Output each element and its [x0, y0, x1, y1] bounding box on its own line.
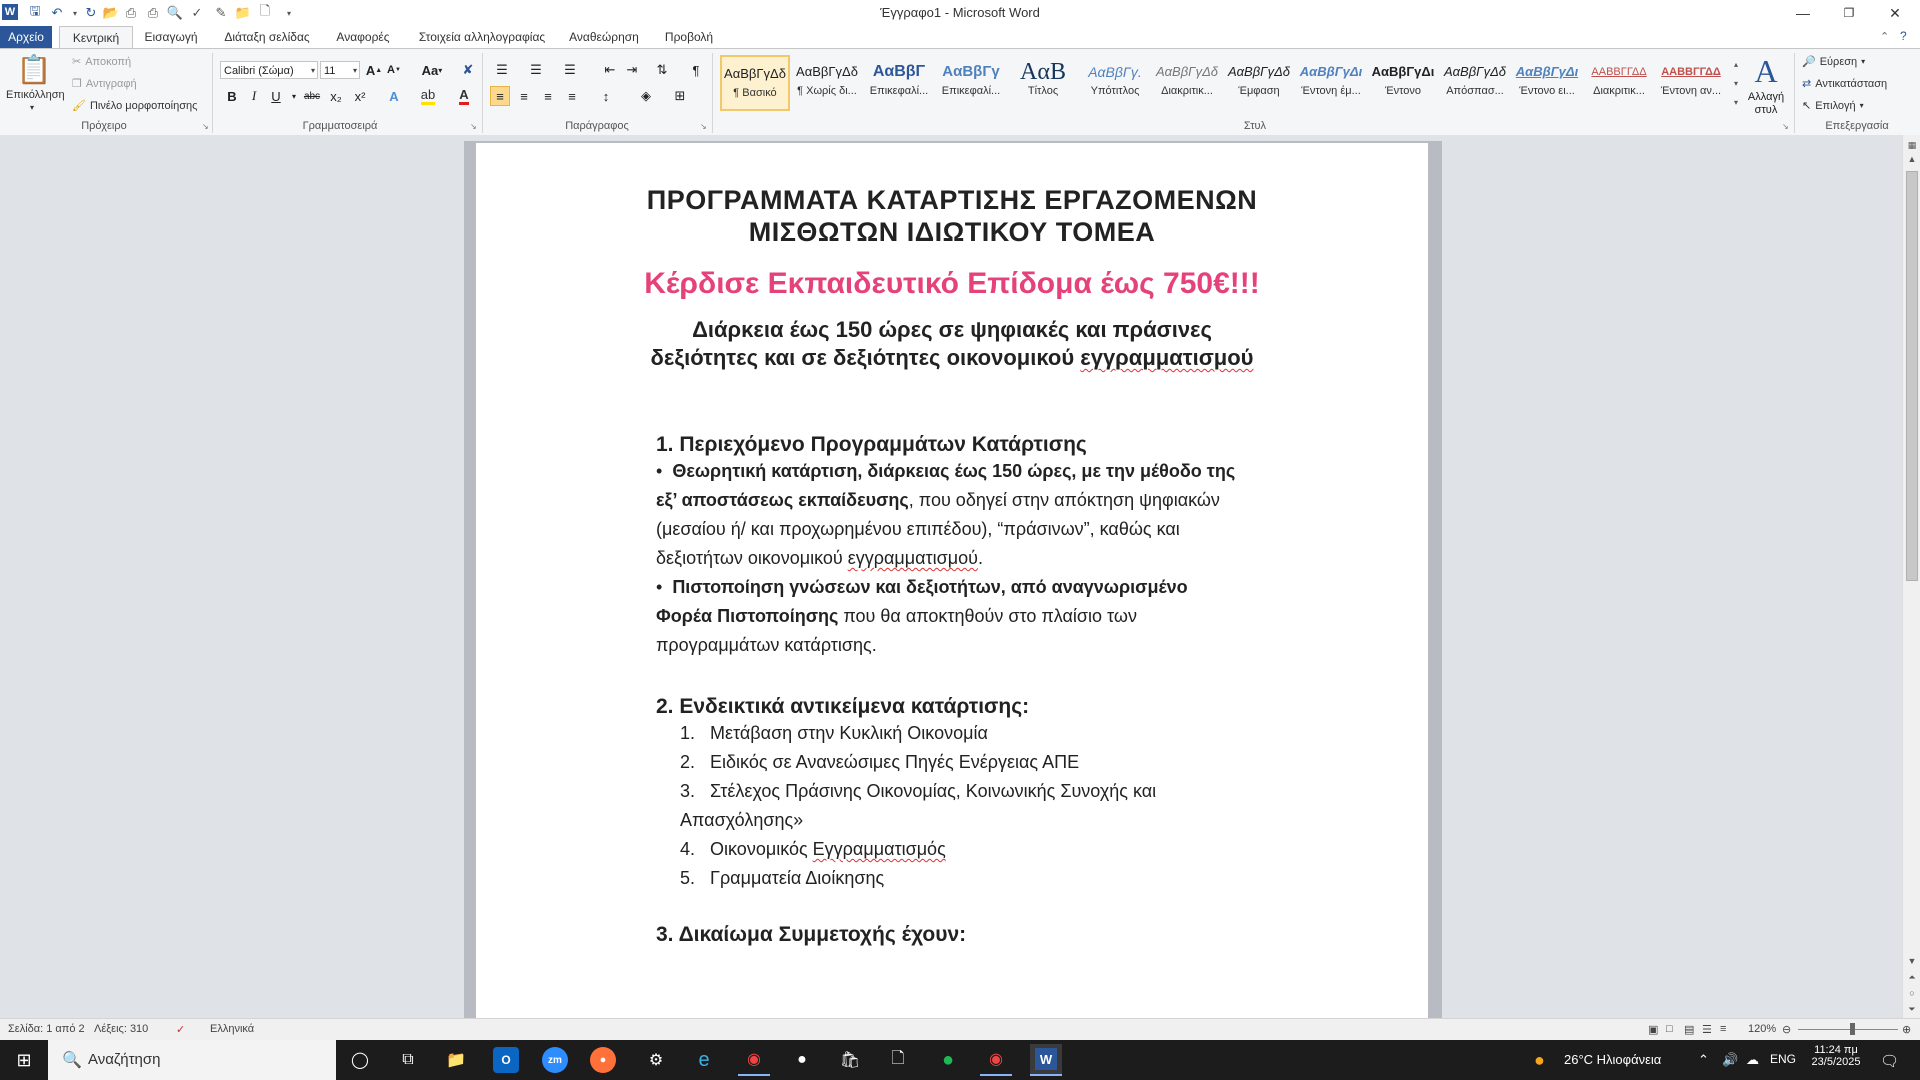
clipboard-launcher-icon[interactable]: ↘: [202, 122, 209, 131]
grow-font-icon[interactable]: A ▲: [365, 62, 383, 78]
paragraph-launcher-icon[interactable]: ↘: [700, 122, 707, 131]
copy-label: Αντιγραφή: [85, 77, 137, 90]
clock-date: 23/5/2025: [1811, 1056, 1861, 1068]
style-item[interactable]: [792, 55, 862, 111]
bullet-1-line-1: [656, 461, 1235, 482]
zoom-out-icon[interactable]: ⊖: [1782, 1024, 1792, 1036]
style-item[interactable]: [1224, 55, 1294, 111]
paste-button[interactable]: Επικόλληση: [6, 89, 65, 101]
input-language[interactable]: ENG: [1770, 1052, 1797, 1066]
style-item[interactable]: [1512, 55, 1582, 111]
bullets-icon[interactable]: ☰: [496, 62, 508, 77]
line-spacing-icon[interactable]: ↕: [602, 88, 610, 104]
list-text: Ειδικός σε Ανανεώσιμες Πηγές Ενέργειας ΑΠΕ: [710, 752, 1080, 772]
cortana-icon[interactable]: ◯: [351, 1052, 369, 1069]
chevron-down-icon: ▾: [352, 66, 357, 75]
style-preview: ΑαΒβΓγΔδ: [796, 64, 858, 79]
bullet-1-line-2: [656, 490, 1220, 511]
bullet-1-bold: Θεωρητική κατάρτιση, διάρκειας έως 150 ώρες, με την μέθοδο της: [672, 461, 1236, 481]
file-explorer-icon[interactable]: 📁: [446, 1052, 466, 1069]
bullet-icon: •: [656, 577, 673, 597]
chevron-down-icon: ▾: [1859, 101, 1864, 110]
search-icon: 🔍: [62, 1052, 82, 1069]
styles-gallery: [720, 49, 1744, 119]
show-marks-icon[interactable]: ¶: [692, 62, 700, 78]
list-number: 5.: [680, 868, 696, 888]
cursor-icon: ↖: [1802, 100, 1812, 112]
edit-icon[interactable]: ✎: [215, 5, 227, 20]
list-text: Μετάβαση στην Κυκλική Οικονομία: [710, 723, 988, 743]
doc-pink-headline: Κέρδισε Εκπαιδευτικό Επίδομα έως 750€!!!: [644, 267, 1260, 300]
vertical-scrollbar[interactable]: [1902, 135, 1920, 1018]
print-layout-icon[interactable]: ▣: [1648, 1024, 1659, 1036]
cut-label: Αποκοπή: [85, 55, 132, 68]
bullet-1-period: .: [977, 548, 983, 568]
subtitle-misspelled-word: εγγραμματισμού: [1080, 345, 1254, 370]
word-taskbar-icon[interactable]: W: [1030, 1044, 1062, 1076]
scroll-thumb[interactable]: [1906, 171, 1918, 581]
list-text: Γραμματεία Διοίκησης: [710, 868, 885, 888]
change-styles-icon[interactable]: A: [1754, 53, 1778, 89]
shrink-font-icon[interactable]: A ▼: [387, 64, 401, 76]
bullet-1-text-4: δεξιοτήτων οικονομικού: [656, 548, 848, 568]
style-name: Διακριτικ...: [1593, 85, 1645, 97]
subscript-button[interactable]: x₂: [330, 88, 342, 104]
sort-icon[interactable]: ⇅: [656, 62, 668, 77]
chevron-down-icon: ▾: [438, 65, 443, 75]
bold-button[interactable]: B: [227, 88, 237, 104]
restore-icon[interactable]: ❐: [1843, 6, 1855, 20]
select-button[interactable]: [1802, 99, 1864, 112]
zoom-app-icon[interactable]: zm: [542, 1047, 568, 1073]
paragraph-group-label: Παράγραφος: [565, 120, 629, 132]
style-item[interactable]: [864, 55, 934, 111]
style-preview: ΑαΒβΓγΔι: [1299, 64, 1363, 79]
tab-insert[interactable]: Εισαγωγή: [144, 30, 198, 44]
tab-view[interactable]: Προβολή: [664, 30, 714, 44]
list-text: Στέλεχος Πράσινης Οικονομίας, Κοινωνικής Συνοχής και: [710, 781, 1157, 801]
list-misspelled-word: Εγγραμματισμός: [812, 839, 946, 859]
doc-subtitle-line-2: [476, 345, 1428, 371]
style-name: Έντονη αν...: [1660, 85, 1722, 97]
style-item[interactable]: [1440, 55, 1510, 111]
style-name: Έντονο: [1384, 85, 1422, 97]
tab-references[interactable]: Αναφορές: [336, 30, 390, 44]
bullet-icon: •: [656, 461, 673, 481]
align-left-icon[interactable]: ≡: [490, 86, 510, 106]
styles-launcher-icon[interactable]: ↘: [1782, 122, 1789, 131]
outline-icon[interactable]: ☰: [1702, 1024, 1712, 1036]
page-count[interactable]: Σελίδα: 1 από 2: [8, 1023, 85, 1035]
style-name: Απόσπασ...: [1446, 85, 1504, 97]
document-page[interactable]: [476, 143, 1428, 1018]
align-center-icon[interactable]: ≡: [520, 88, 528, 104]
windows-start-icon[interactable]: ⊞: [16, 1049, 32, 1070]
style-name: Επικεφαλί...: [869, 85, 929, 97]
style-item[interactable]: [1656, 55, 1726, 111]
paste-dropdown-icon[interactable]: ▾: [30, 103, 35, 112]
next-page-icon[interactable]: ⏷: [1908, 1003, 1916, 1014]
style-preview: ΑΑΒΒΓΓΔΔ: [1661, 66, 1721, 78]
justify-icon[interactable]: ≡: [568, 88, 576, 104]
font-name-combo[interactable]: [220, 61, 318, 79]
clear-format-icon[interactable]: ✘: [462, 62, 474, 77]
decrease-indent-icon[interactable]: ⇤: [604, 62, 616, 77]
multilevel-list-icon[interactable]: ☰: [564, 62, 576, 77]
tab-page-layout[interactable]: Διάταξη σελίδας: [224, 30, 310, 44]
replace-icon: ⇄: [1802, 78, 1812, 90]
style-name: ¶ Χωρίς δι...: [797, 85, 857, 97]
style-name: ¶ Βασικό: [733, 87, 777, 99]
preview-icon[interactable]: 🔍: [166, 5, 184, 20]
list-number: 3.: [680, 781, 696, 801]
chevron-down-icon: ▾: [1861, 57, 1866, 66]
underline-dropdown-icon[interactable]: ▾: [291, 91, 296, 101]
style-preview: ΑαΒβΓγΔι: [1371, 64, 1435, 79]
chrome-profile-icon[interactable]: ◉: [980, 1044, 1012, 1076]
doc-subtitle-line-1: Διάρκεια έως 150 ώρες σε ψηφιακές και πράσινες: [692, 317, 1212, 342]
section-heading-2: 2. Ενδεικτικά αντικείμενα κατάρτισης:: [656, 695, 1030, 718]
ribbon: [0, 48, 1920, 136]
customize-qat-icon[interactable]: ▾: [286, 8, 291, 18]
select-label: Επιλογή: [1815, 99, 1856, 112]
clipboard-group-label: Πρόχειρο: [81, 120, 127, 132]
style-preview: ΑΑΒΒΓΓΔΔ: [1591, 66, 1647, 78]
list-item: [680, 752, 1079, 773]
align-right-icon[interactable]: ≡: [544, 88, 552, 104]
firefox-icon[interactable]: ●: [590, 1047, 616, 1073]
bullet-2-bold: Πιστοποίηση γνώσεων και δεξιοτήτων, από αναγνωρισμένο: [672, 577, 1188, 597]
weather-text[interactable]: 26°C Ηλιοφάνεια: [1564, 1052, 1662, 1067]
font-size-combo[interactable]: [320, 61, 360, 79]
list-item: [680, 839, 946, 860]
scroll-down-icon[interactable]: ▼: [1907, 956, 1917, 966]
print-preview-icon[interactable]: ⎙: [125, 5, 137, 20]
style-name: Υπότιτλος: [1090, 85, 1140, 97]
chat-app-icon[interactable]: ●: [797, 1051, 807, 1068]
binoculars-icon: 🔎: [1802, 56, 1816, 68]
redo-icon[interactable]: ↻: [85, 5, 97, 20]
superscript-button[interactable]: x²: [354, 88, 366, 104]
copy-button[interactable]: [72, 77, 137, 90]
text-effects-icon[interactable]: A: [389, 88, 399, 104]
list-number: 1.: [680, 723, 696, 743]
change-styles-button[interactable]: Αλλαγή στυλ: [1747, 91, 1785, 116]
new-document-icon[interactable]: 🗋: [259, 3, 271, 18]
brush-icon: 🖌: [72, 100, 86, 112]
doc-title-line-2: ΜΙΣΘΩΤΩΝ ΙΔΙΩΤΙΚΟΥ ΤΟΜΕΑ: [748, 217, 1156, 247]
bullet-1-misspelled: εγγραμματισμού: [847, 548, 978, 568]
notifications-icon[interactable]: 🗨: [1880, 1053, 1900, 1070]
word-logo-icon: W: [2, 4, 18, 20]
edge-icon[interactable]: e: [698, 1048, 710, 1071]
proofing-icon[interactable]: ✓: [176, 1024, 186, 1036]
style-preview: ΑαΒβΓγ: [942, 63, 1000, 80]
bullet-2-text-2: που θα αποκτηθούν στο πλαίσιο των: [838, 606, 1137, 626]
draft-icon[interactable]: ≡: [1720, 1023, 1727, 1035]
web-layout-icon[interactable]: ▤: [1684, 1024, 1695, 1036]
style-item[interactable]: [1152, 55, 1222, 111]
replace-label: Αντικατάσταση: [1815, 77, 1888, 90]
zoom-in-icon[interactable]: ⊕: [1902, 1024, 1912, 1036]
change-case-label: Aa: [421, 62, 439, 78]
style-name: Επικεφαλί...: [941, 85, 1001, 97]
ribbon-tabs: [0, 26, 1920, 48]
close-icon[interactable]: ✕: [1889, 4, 1901, 21]
shading-icon[interactable]: ◈: [641, 88, 651, 103]
bullet-2-line-1: [656, 577, 1188, 598]
tab-file[interactable]: Αρχείο: [0, 26, 52, 48]
store-icon[interactable]: 🛍: [839, 1052, 861, 1069]
find-button[interactable]: [1802, 55, 1865, 68]
bullet-2-line-3: προγραμμάτων κατάρτισης.: [656, 635, 877, 655]
copy-icon: ❐: [72, 78, 82, 90]
clock-time: 11:24 πμ: [1814, 1044, 1858, 1056]
search-placeholder: Αναζήτηση: [88, 1051, 161, 1068]
paste-icon[interactable]: 📋: [16, 54, 52, 85]
style-item[interactable]: [1296, 55, 1366, 111]
zoom-level[interactable]: 120%: [1748, 1023, 1777, 1035]
ruler-toggle-icon[interactable]: ▦: [1907, 139, 1917, 150]
spelling-icon[interactable]: ✓: [191, 5, 203, 20]
highlight-icon[interactable]: ab: [418, 86, 438, 106]
help-icon[interactable]: ?: [1900, 29, 1907, 43]
full-screen-icon[interactable]: □: [1666, 1023, 1673, 1035]
font-color-icon[interactable]: A: [454, 86, 474, 106]
style-preview: ΑαΒβΓγ.: [1088, 64, 1142, 80]
chrome-icon[interactable]: ◉: [738, 1044, 770, 1076]
bullet-1-text-2: , που οδηγεί στην απόκτηση ψηφιακών: [908, 490, 1220, 510]
network-icon[interactable]: ☁: [1746, 1052, 1759, 1067]
section-heading-3: 3. Δικαίωμα Συμμετοχής έχουν:: [656, 923, 967, 946]
change-case-button[interactable]: [418, 60, 446, 80]
zoom-slider[interactable]: [1798, 1029, 1898, 1030]
volume-icon[interactable]: 🔊: [1722, 1052, 1739, 1067]
increase-indent-icon[interactable]: ⇥: [626, 62, 638, 77]
list-number: 4.: [680, 839, 696, 859]
styles-group-label: Στυλ: [1243, 120, 1267, 132]
taskbar: [0, 1040, 1920, 1080]
style-item[interactable]: [1080, 55, 1150, 111]
italic-button[interactable]: I: [251, 88, 257, 103]
list-text: Οικονομικός: [710, 839, 813, 859]
replace-button[interactable]: [1802, 77, 1887, 90]
bullet-1-line-4: [656, 548, 983, 569]
format-painter-label: Πινέλο μορφοποίησης: [89, 99, 198, 112]
style-item[interactable]: [936, 55, 1006, 111]
font-group-label: Γραμματοσειρά: [302, 120, 378, 132]
tray-expand-icon[interactable]: ⌃: [1698, 1052, 1709, 1067]
section-heading-1: 1. Περιεχόμενο Προγραμμάτων Κατάρτισης: [656, 433, 1087, 456]
bullet-2-line-2: [656, 606, 1137, 627]
scissors-icon: ✂: [72, 56, 82, 68]
list-item: [680, 723, 988, 744]
gallery-scroll[interactable]: ▴ ▾ ▾: [1733, 60, 1738, 107]
format-painter-button[interactable]: [72, 99, 197, 112]
browse-object-icon[interactable]: ○: [1909, 988, 1915, 998]
bullet-1-bold-2: εξ’ αποστάσεως εκπαίδευσης: [656, 490, 909, 510]
numbering-icon[interactable]: ☰: [530, 62, 542, 77]
tab-home[interactable]: Κεντρική: [59, 26, 133, 49]
find-label: Εύρεση: [1819, 55, 1858, 68]
zoom-slider-thumb[interactable]: [1850, 1023, 1855, 1035]
list-item-continued: Απασχόλησης»: [680, 810, 804, 830]
undo-dropdown-icon[interactable]: ▾: [72, 8, 77, 18]
style-preview: ΑαΒβΓγΔι: [1515, 64, 1579, 79]
style-preview: ΑαΒβΓγΔδ: [724, 66, 786, 81]
taskbar-clock[interactable]: [1808, 1044, 1864, 1068]
window-title: Έγγραφο1 - Microsoft Word: [880, 5, 1040, 20]
borders-icon[interactable]: ⊞: [674, 88, 686, 103]
style-item[interactable]: [1368, 55, 1438, 111]
weather-sun-icon: ●: [1534, 1050, 1545, 1070]
style-preview: ΑαΒβΓγΔδ: [1227, 64, 1291, 79]
style-name: Έντονη έμ...: [1301, 85, 1361, 97]
strikethrough-button[interactable]: abc: [303, 90, 321, 102]
bullet-1-line-3: (μεσαίου ή/ και προχωρημένου επιπέδου), “πράσινων”, καθώς και: [656, 519, 1180, 539]
cut-button[interactable]: [72, 55, 131, 68]
chevron-down-icon: ▾: [310, 66, 315, 75]
font-name-value: Calibri (Σώμα): [224, 65, 294, 77]
list-item: [680, 781, 1156, 802]
style-item[interactable]: [1584, 55, 1654, 111]
save-icon[interactable]: 🖫: [29, 3, 41, 18]
font-launcher-icon[interactable]: ↘: [470, 122, 477, 131]
editing-group-label: Επεξεργασία: [1825, 120, 1889, 132]
scroll-up-icon[interactable]: ▲: [1907, 154, 1917, 164]
language-indicator[interactable]: Ελληνικά: [210, 1023, 255, 1035]
task-view-icon[interactable]: ⧉: [402, 1051, 414, 1068]
minimize-ribbon-icon[interactable]: ⌃: [1880, 31, 1890, 43]
taskbar-search[interactable]: [48, 1040, 336, 1080]
style-preview: ΑαΒβΓ: [872, 63, 926, 80]
spotify-icon[interactable]: ●: [941, 1048, 955, 1071]
style-name: Έμφαση: [1238, 85, 1280, 97]
open-icon[interactable]: 📂: [102, 5, 120, 20]
outlook-icon[interactable]: O: [493, 1047, 519, 1073]
style-name: Διακριτικ...: [1161, 85, 1213, 97]
style-preview: ΑαΒβΓγΔδ: [1443, 64, 1507, 79]
word-count[interactable]: Λέξεις: 310: [94, 1023, 149, 1035]
style-preview: ΑαΒ: [1020, 59, 1066, 85]
list-number: 2.: [680, 752, 696, 772]
bullet-2-bold-2: Φορέα Πιστοποίησης: [656, 606, 839, 626]
undo-icon[interactable]: ↶: [51, 5, 63, 20]
font-size-value: 11: [324, 65, 336, 77]
steam-icon[interactable]: ⚙: [648, 1052, 664, 1069]
notepad-icon[interactable]: 🗋: [891, 1049, 905, 1067]
document-area: [0, 135, 1902, 1018]
style-name: Τίτλος: [1027, 85, 1059, 97]
status-bar: [0, 1018, 1920, 1041]
style-item[interactable]: [720, 55, 790, 111]
doc-title-line-1: ΠΡΟΓΡΑΜΜΑΤΑ ΚΑΤΑΡΤΙΣΗΣ ΕΡΓΑΖΟΜΕΝΩΝ: [646, 185, 1258, 215]
previous-page-icon[interactable]: ⏶: [1908, 971, 1916, 982]
style-item[interactable]: [1008, 55, 1078, 111]
minimize-icon[interactable]: ―: [1796, 5, 1810, 21]
style-name: Έντονο ει...: [1519, 85, 1575, 97]
title-bar: [0, 0, 1920, 27]
print-icon[interactable]: ⎙: [147, 5, 159, 20]
folder-icon[interactable]: 📁: [234, 5, 252, 20]
tab-mailings[interactable]: Στοιχεία αλληλογραφίας: [418, 30, 546, 44]
style-preview: ΑαΒβΓγΔδ: [1155, 64, 1219, 79]
underline-button[interactable]: U: [271, 88, 281, 104]
tab-review[interactable]: Αναθεώρηση: [569, 30, 639, 44]
list-item: [680, 868, 884, 889]
subtitle-text: δεξιότητες και σε δεξιότητες οικονομικού: [650, 345, 1081, 370]
